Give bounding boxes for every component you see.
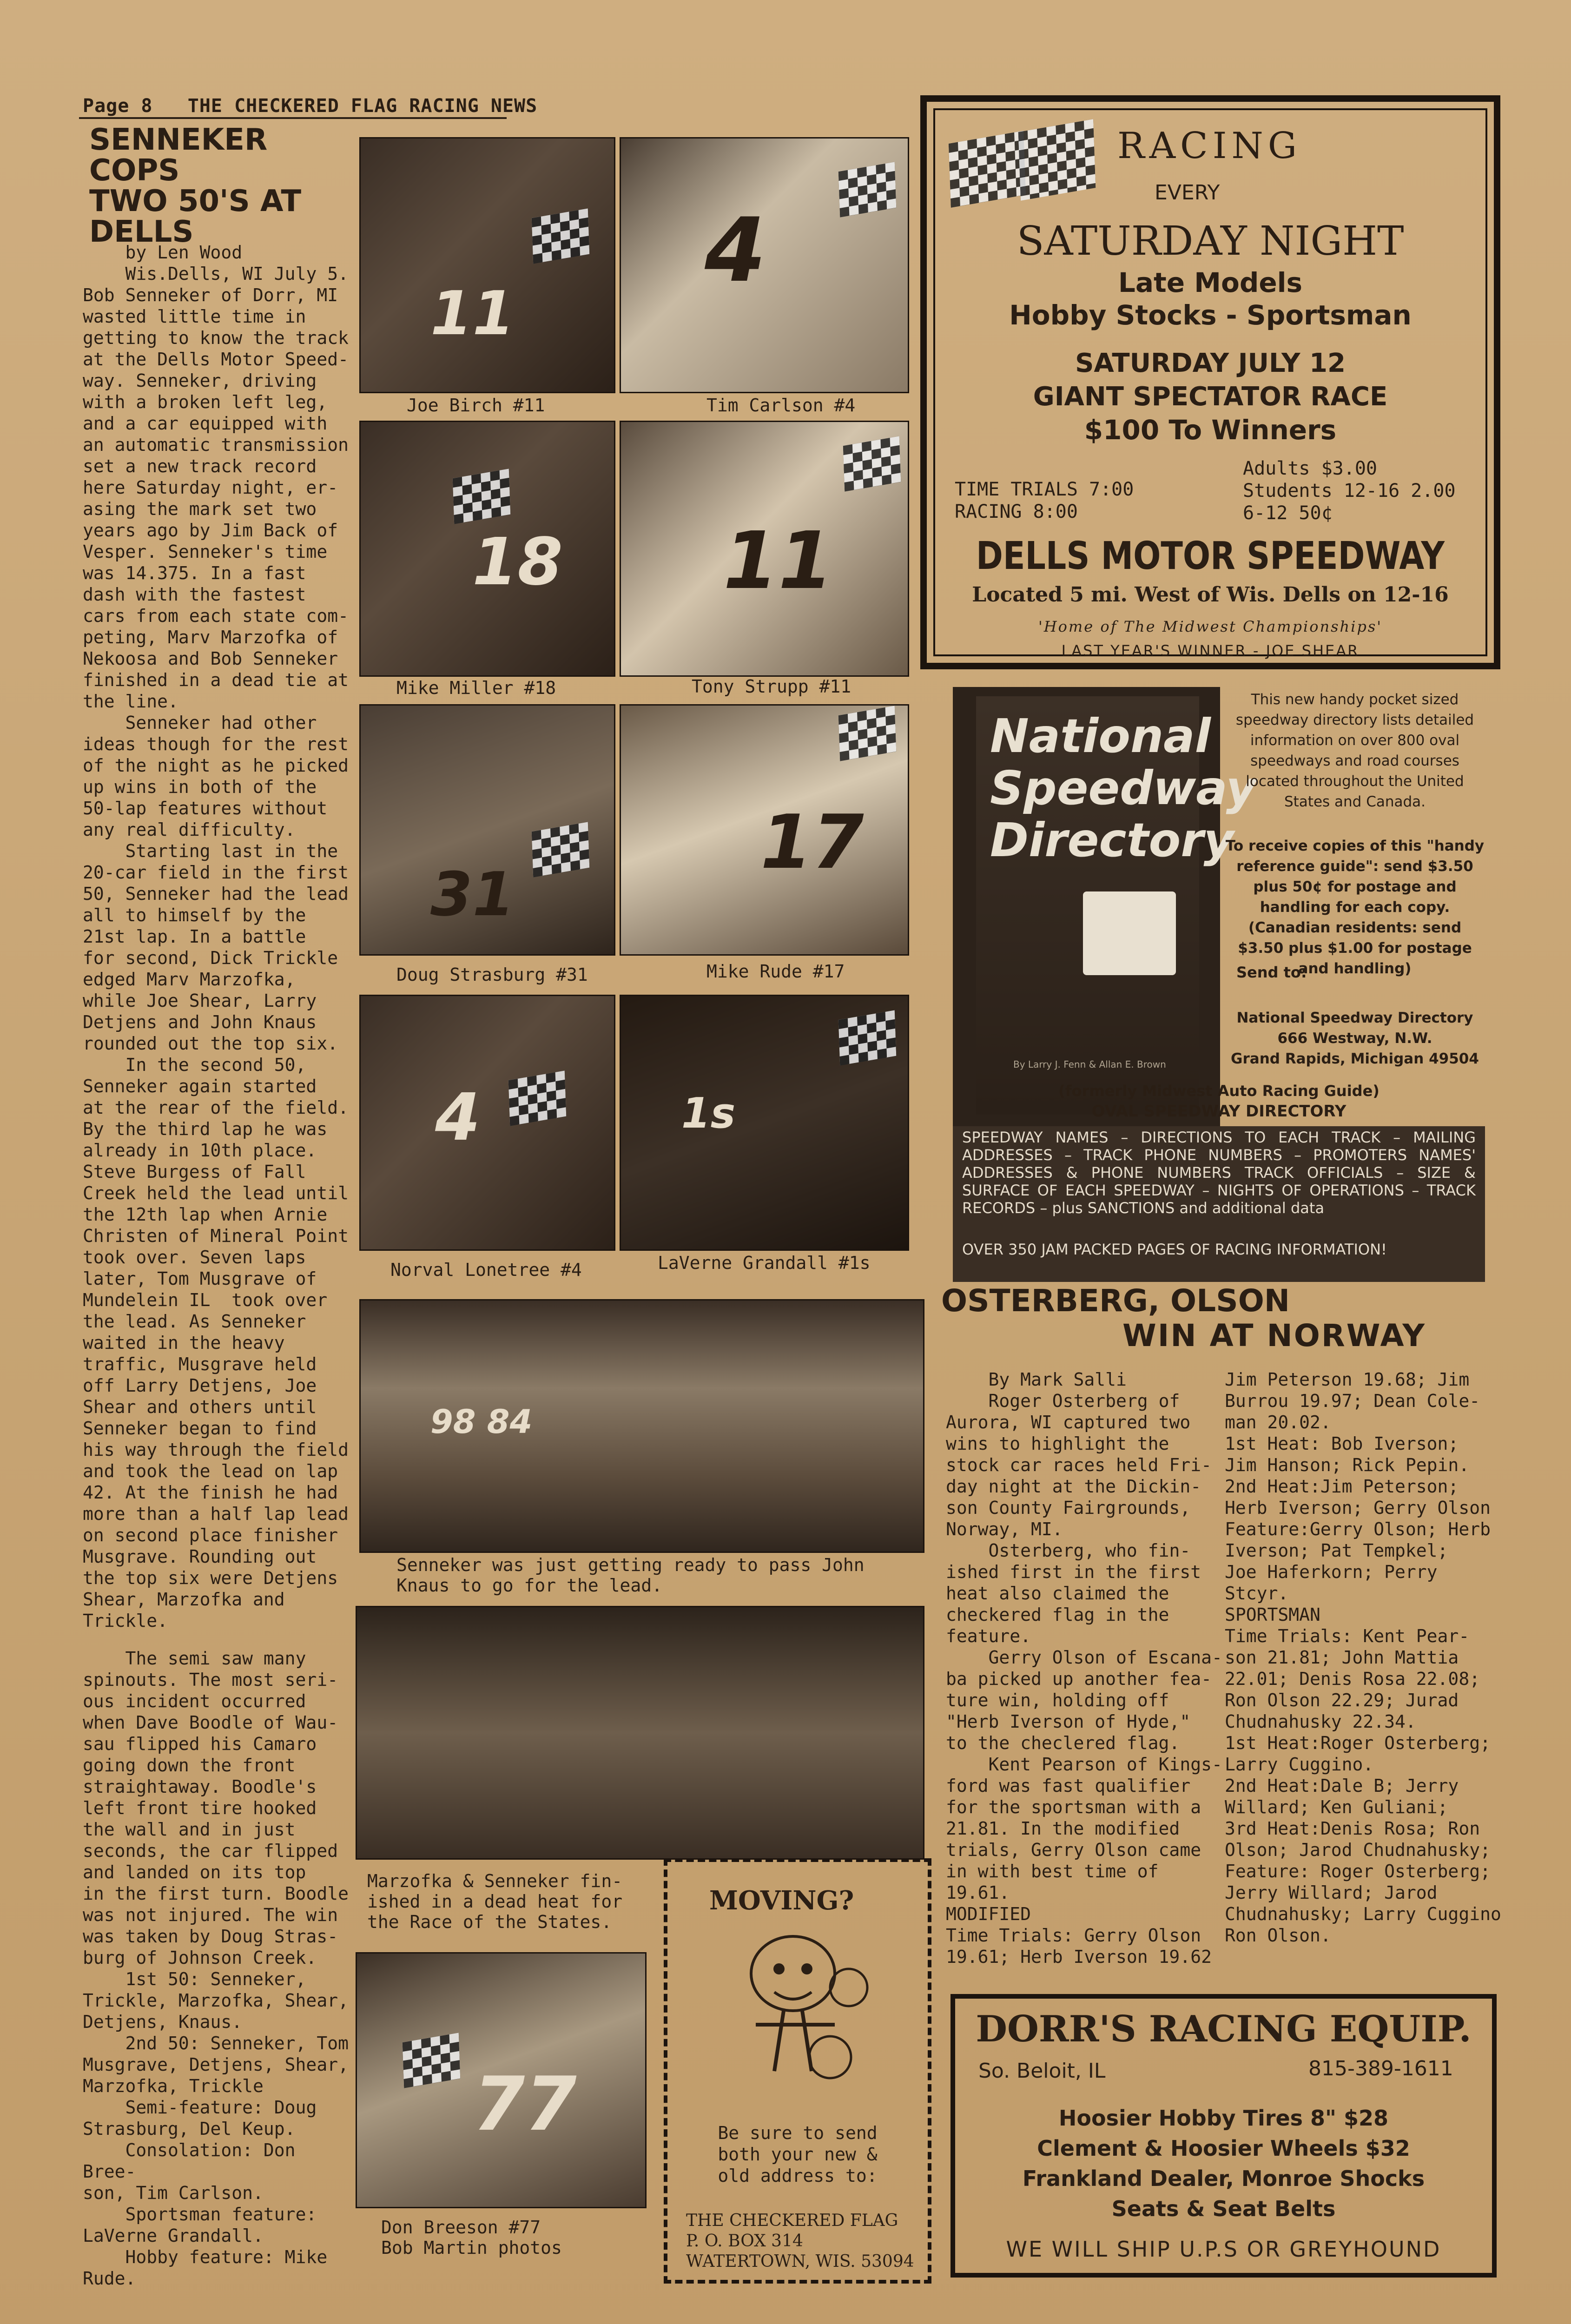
racing-times: TIME TRIALS 7:00 RACING 8:00 — [955, 479, 1134, 522]
photo-don-breeson: 77 — [356, 1952, 647, 2208]
article-headline: SENNEKER COPS TWO 50'S AT DELLS — [89, 123, 302, 249]
racing-venue: DELLS MOTOR SPEEDWAY — [976, 534, 1445, 578]
moving-cartoon — [719, 1918, 872, 2104]
dorr-city: So. Beloit, IL — [978, 2059, 1106, 2083]
directory-formerly: (formerly Midwest Auto Racing Guide) — [1058, 1082, 1380, 1100]
book-title: National Speedway Directory — [990, 709, 1256, 867]
racing-prices: Adults $3.00 Students 12-16 2.00 6-12 50¢ — [1243, 458, 1456, 524]
directory-send-to: Send to: — [1236, 964, 1307, 981]
photo-norval-lonetree: 4 — [359, 995, 615, 1251]
directory-features: SPEEDWAY NAMES – DIRECTIONS TO EACH TRACK – MAILING ADDRESSES – TRACK PHONE NUMBERS – PROMOTERS NAMES' ADDRESSES & PHONE NUMBERS TRACK OFFICIALS – SIZE & SURFACE OF EACH SPEEDWAY – NIGHTS OF OPERATIONS – TRACK RECORDS – plus SANCTIONS and additional data — [953, 1126, 1485, 1238]
article2-body-2: Jim Peterson 19.68; Jim Burrou 19.97; Dean Cole- man 20.02. 1st Heat: Bob Iverson; Jim Hanson; Rick Pepin. 2nd Heat:Jim Peterson; Herb Iverson; Gerry Olson Feature:Gerry Olson; Herb Iverson; Pat Tempkel; Joe Haferkorn; Perry Stcyr. SPORTSMAN Time Trials: Kent Pear- son 21.81; John Mattia 22.01; Denis Rosa 22.08; Ron Olson 22.29; Jurad Chudnahusky 22.34. 1st Heat:Roger Osterberg; Larry Cuggino. 2nd Heat:Dale B; Jerry Willard; Ken Guliani; 3rd Heat:Denis Rosa; Ron Olson; Jarod Chudnahusky; Feature: Roger Osterberg; Jerry Willard; Jarod Chudnahusky; Larry Cuggino Ron Olson. — [1225, 1369, 1501, 1946]
photo-mike-miller: 18 — [359, 421, 615, 677]
article-body-continued: The semi saw many spinouts. The most seri- ous incident occurred when Dave Boodle of Wau- sau flipped his Camaro going down the front straightaway. Boodle's left front tire hooked the wall and in just seconds, the car flipped and landed on its top in the first turn. Boodle was not injured. The win was taken by Doug Stras- burg of Johnson Creek. 1st 50: Senneker, Trickle, Marzofka, Shear, Detjens, Knaus. 2nd 50: Senneker, Tom Musgrave, Detjens, Shear, Marzofka, Trickle Semi-feature: Doug Strasburg, Del Keup. Consolation: Don Bree- son, Tim Carlson. Sportsman feature: LaVerne Grandall. Hobby feature: Mike Rude. — [83, 1648, 349, 2289]
article2-headline: OSTERBERG, OLSON — [941, 1283, 1290, 1319]
moving-title: MOVING? — [709, 1885, 854, 1916]
photo-joe-birch: 11 — [359, 137, 615, 393]
photo-doug-strasburg: 31 — [359, 704, 615, 956]
photo-caption: LaVerne Grandall #1s — [658, 1253, 871, 1273]
photo-mike-rude: 17 — [620, 704, 909, 956]
photo-laverne-grandall: 1s — [620, 995, 909, 1251]
article-body: by Len Wood Wis.Dells, WI July 5. Bob Senneker of Dorr, MI wasted little time in getting to know the track at the Dells Motor Speed- way. Senneker, driving with a broken left leg, and a car equipped with an automatic transmission set a new track record here Saturday night, er- asing the mark set two years ago by Jim Back of Vesper. Senneker's time was 14.375. In a fast dash with the fastest cars from each state com- peting, Marv Marzofka of Nekoosa and Bob Senneker finished in a dead tie at the line. Senneker had other ideas though for the rest of the night as he picked up wins in both of the 50-lap features without any real difficulty. Starting last in the 20-car field in the first 50, Senneker had the lead all to himself by the 21st lap. In a battle for second, Dick Trickle edged Marv Marzofka, while Joe Shear, Larry Detjens and John Knaus rounded out the top six. In the second 50, Senneker again started at the rear of the field. By the third lap he was already in 10th place. Steve Burgess of Fall Creek held the lead until the 12th lap when Arnie Christen of Mineral Point took over. Seven laps later, Tom Musgrave of Mundelein IL took over the lead. As Senneker waited in the heavy traffic, Musgrave held off Larry Detjens, Joe Shear and others until Senneker began to find his way through the field and took the lead on lap 42. At the finish he had more than a half lap lead on second place finisher Musgrave. Rounding out the top six were Detjens Shear, Marzofka and Trickle. — [83, 242, 349, 1631]
directory-description: This new handy pocket sized speedway directory lists detailed information on over 800 oval speedways and road courses located throughout the United States and Canada. — [1235, 691, 1474, 810]
photo-senneker-passing: 98 84 — [359, 1299, 924, 1553]
book-illustration — [1083, 891, 1176, 975]
racing-home: 'Home of The Midwest Championships' — [1038, 618, 1383, 635]
page-header — [83, 95, 537, 117]
racing-classes-2: Hobby Stocks - Sportsman — [1009, 299, 1412, 331]
photo-caption: Doug Strasburg #31 — [396, 964, 588, 985]
directory-ad — [953, 687, 1485, 1282]
book-authors: By Larry J. Fenn & Allan E. Brown — [1013, 1059, 1166, 1070]
racing-last-winner: LAST YEAR'S WINNER - JOE SHEAR — [1061, 642, 1360, 660]
racing-title: RACING — [1117, 125, 1302, 167]
dorr-line: Clement & Hoosier Wheels $32 — [1037, 2136, 1410, 2161]
dorr-line: Frankland Dealer, Monroe Shocks — [1022, 2166, 1425, 2191]
photo-caption: Tim Carlson #4 — [706, 395, 856, 416]
photo-caption: Don Breeson #77 Bob Martin photos — [381, 2217, 562, 2258]
moving-address: THE CHECKERED FLAG P. O. BOX 314 WATERTOWN, WIS. 53094 — [686, 2211, 914, 2271]
dorr-line: Hoosier Hobby Tires 8" $28 — [1058, 2106, 1389, 2131]
racing-event-name: GIANT SPECTATOR RACE — [1033, 382, 1388, 412]
racing-location: Located 5 mi. West of Wis. Dells on 12-16 — [972, 583, 1449, 607]
dorr-phone: 815-389-1611 — [1308, 2057, 1453, 2080]
photo-caption: Tony Strupp #11 — [692, 676, 852, 697]
publication-name: THE CHECKERED FLAG RACING NEWS — [187, 95, 538, 117]
photo-caption: Marzofka & Senneker fin- ished in a dead heat for the Race of the States. — [367, 1871, 623, 1932]
directory-order: To receive copies of this "handy reference guide": send $3.50 plus 50¢ for postage and handling for each copy. (Canadian residents: send $3.50 plus $1.00 for postage and handling) — [1225, 838, 1485, 977]
racing-night: SATURDAY NIGHT — [1017, 218, 1404, 264]
racing-ad — [920, 95, 1500, 669]
dorr-ad — [951, 1994, 1497, 2278]
photo-caption: Senneker was just getting ready to pass John Knaus to go for the lead. — [396, 1555, 865, 1596]
page-number: Page 8 — [83, 95, 153, 117]
photo-caption: Norval Lonetree #4 — [390, 1260, 582, 1280]
photo-caption: Joe Birch #11 — [407, 395, 545, 416]
racing-every: EVERY — [1155, 181, 1220, 205]
photo-caption: Mike Miller #18 — [396, 678, 556, 698]
photo-tim-carlson: 4 — [620, 137, 909, 393]
article2-headline-2: WIN AT NORWAY — [1122, 1318, 1426, 1353]
racing-classes: Late Models — [1118, 267, 1303, 298]
photo-dead-heat — [356, 1606, 924, 1860]
racing-event-date: SATURDAY JULY 12 — [1075, 348, 1346, 378]
photo-caption: Mike Rude #17 — [706, 961, 845, 982]
directory-oval: OVAL SPEEDWAY DIRECTORY — [1091, 1102, 1347, 1121]
directory-address: National Speedway Directory 666 Westway, N.W. Grand Rapids, Michigan 49504 — [1231, 1010, 1479, 1067]
dorr-title: DORR'S RACING EQUIP. — [976, 2008, 1472, 2050]
dorr-line: Seats & Seat Belts — [1111, 2196, 1336, 2221]
moving-text: Be sure to send both your new & old address to: — [718, 2123, 878, 2186]
racing-prize: $100 To Winners — [1084, 414, 1337, 446]
directory-pages: OVER 350 JAM PACKED PAGES OF RACING INFORMATION! — [953, 1238, 1485, 1282]
moving-ad — [664, 1858, 931, 2284]
photo-tony-strupp: 11 — [620, 421, 909, 677]
dorr-ship: WE WILL SHIP U.P.S OR GREYHOUND — [1006, 2237, 1441, 2262]
header-rule — [79, 117, 507, 119]
article2-body: By Mark Salli Roger Osterberg of Aurora, WI captured two wins to highlight the stock car races held Fri- day night at the Dickin- son County Fairgrounds, Norway, MI. Osterberg, who fin- ished first in the first heat also claimed the checkered flag in the feature. Gerry Olson of Escana- ba picked up another fea- ture win, holding off "Herb Iverson of Hyde," to the checlered flag. Kent Pearson of Kings- ford was fast qualifier for the sportsman with a 21.81. In the modified trials, Gerry Olson came in with best time of 19.61. MODIFIED Time Trials: Gerry Olson 19.61; Herb Iverson 19.62 — [946, 1369, 1222, 1967]
